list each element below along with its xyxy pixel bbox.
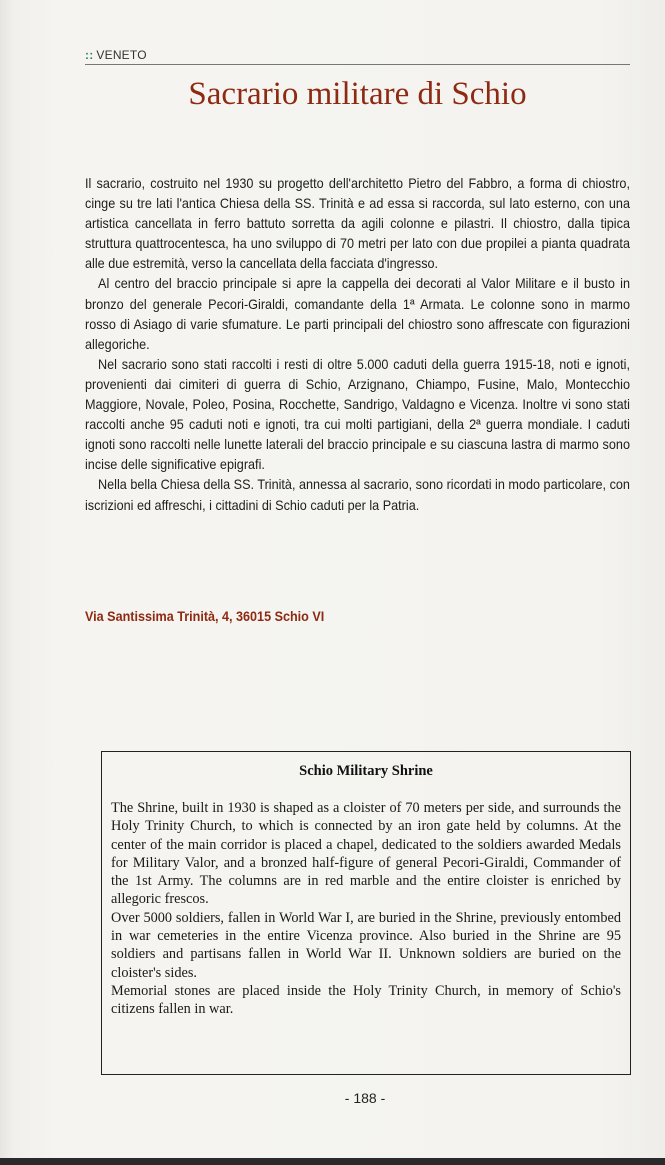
region-label: VENETO xyxy=(96,48,147,62)
header-rule xyxy=(85,64,630,65)
italian-text xyxy=(85,174,630,516)
italian-paragraph-3: Nel sacrario sono stati raccolti i resti di oltre 5.000 caduti della guerra 1915-18, noti e ignoti, provenienti dai cimiteri di guerra di Schio, Arzignano, Chiampo, Fusine, Malo, Montecchio Maggiore, Novale, Poleo, Posina, Rocchette, Sandrigo, Valdagno e Vicenza. Inoltre vi sono stati raccolti anche 95 caduti noti e ignoti, tra cui molti partigiani, della 2ª guerra mondiale. I caduti ignoti sono raccolti nelle lunette laterali del braccio principale e su ciascuna lastra di marmo sono incise delle significative epigrafi. xyxy=(85,356,630,473)
english-title: Schio Military Shrine xyxy=(299,763,433,779)
italian-paragraph-2: Al centro del braccio principale si apre la cappella dei decorati al Valor Militare e il busto in bronzo del generale Pecori-Giraldi, comandante della 1ª Armata. Le colonne sono in marmo rosso di Asiago di varie sfumature. Le parti principali del chiostro sono affrescate con figurazioni allegoriche. xyxy=(85,276,630,352)
italian-paragraph-1: Il sacrario, costruito nel 1930 su progetto dell'architetto Pietro del Fabbro, a forma di chiostro, cinge su tre lati l'antica Chiesa della SS. Trinità e ad essa si raccorda, sul lato esterno, con una artistica cancellata in ferro battuto sorretta da agili colonne e pilastri. Il chiostro, dalla tipica struttura quattrocentesca, ha uno sviluppo di 70 metri per lato con due propilei a pianta quadrata alle due estremità, verso la cancellata della facciata d'ingresso. xyxy=(85,176,630,272)
english-paragraph-2: Over 5000 soldiers, fallen in World War I, are buried in the Shrine, previously entombed in war cemeteries in the entire Vicenza province. Also buried in the Shrine are 95 soldiers and partisans fallen in World War II. Unknown soldiers are buried on the cloister's sides. xyxy=(111,909,621,981)
address: Via Santissima Trinità, 4, 36015 Schio VI xyxy=(85,608,325,624)
english-paragraph-3: Memorial stones are placed inside the Holy Trinity Church, in memory of Schio's citizens fallen in war. xyxy=(111,982,621,1018)
page-title: Sacrario militare di Schio xyxy=(188,76,527,112)
section-marker: :: xyxy=(85,48,94,62)
english-summary-box xyxy=(101,751,631,1075)
english-text xyxy=(111,799,621,1019)
italian-paragraph-4: Nella bella Chiesa della SS. Trinità, annessa al sacrario, sono ricordati in modo particolare, con iscrizioni ed affreschi, i cittadini di Schio caduti per la Patria. xyxy=(85,477,630,513)
page-number: - 188 - xyxy=(344,1090,386,1106)
running-head xyxy=(85,48,147,62)
scan-edge xyxy=(0,1158,665,1165)
english-paragraph-1: The Shrine, built in 1930 is shaped as a cloister of 70 meters per side, and surrounds the Holy Trinity Church, to which is connected by an iron gate held by columns. At the center of the main corridor is placed a chapel, dedicated to the soldiers awarded Medals for Military Valor, and a bronzed half-figure of general Pecori-Giraldi, Commander of the 1st Army. The columns are in red marble and the entire cloister is enriched by allegoric frescos. xyxy=(111,800,621,908)
